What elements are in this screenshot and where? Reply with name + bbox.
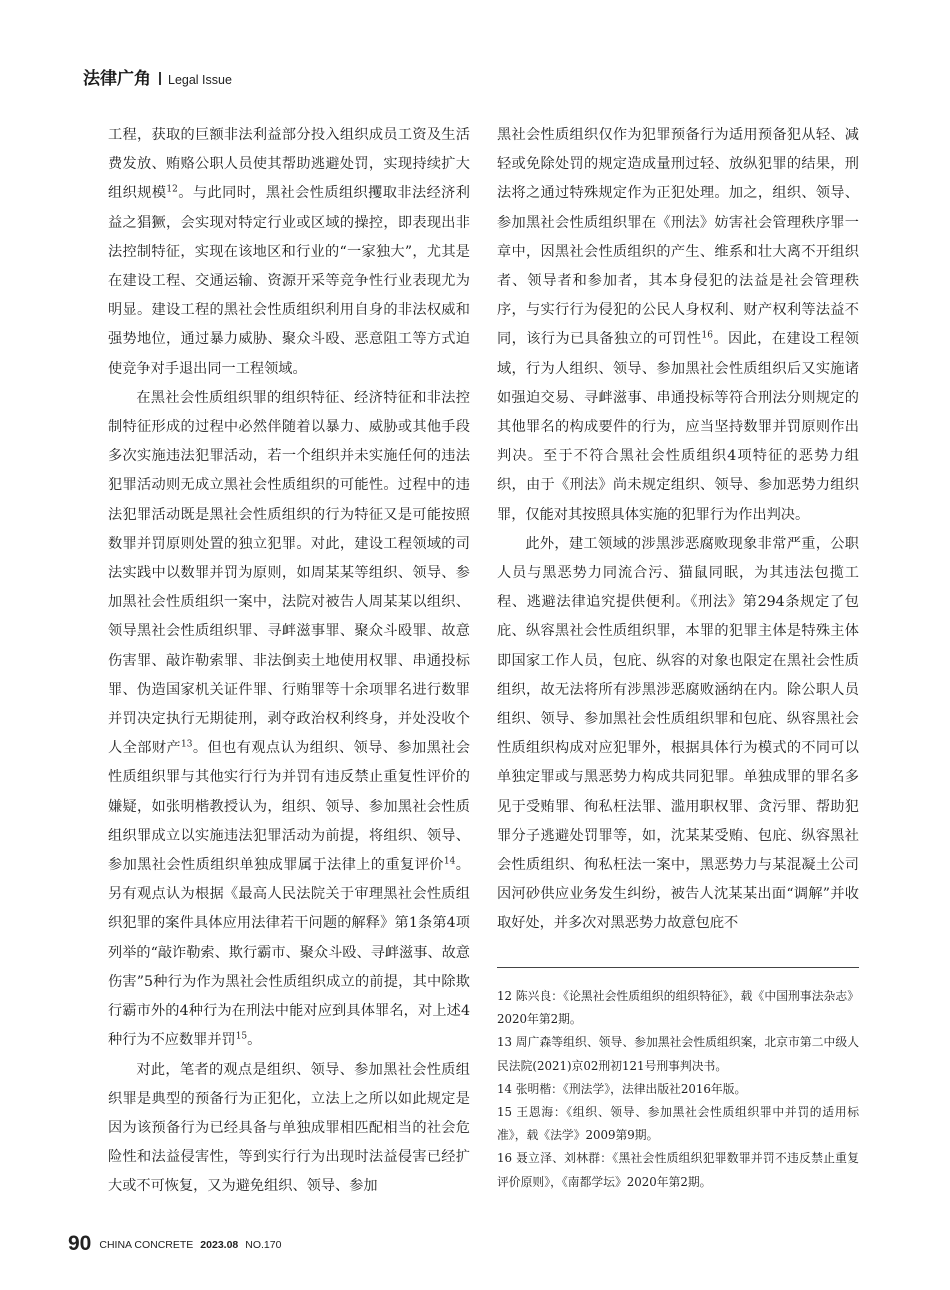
footnote-item: 16 聂立泽、刘林群：《黑社会性质组织犯罪数罪并罚不违反禁止重复评价原则》，《南都学坛》2020年第2期。	[497, 1151, 859, 1189]
paragraph	[108, 384, 470, 1056]
footnote-reference: 14	[443, 856, 456, 867]
issue-number: NO.170	[245, 1239, 282, 1251]
footnote-item: 13 周广森等组织、领导、参加黑社会性质组织案，北京市第二中级人民法院(2021)京02刑初121号刑事判决书。	[497, 1035, 859, 1073]
section-title-en: Legal Issue	[168, 73, 232, 87]
paragraph-text: 。但也有观点认为组织、领导、参加黑社会性质组织罪与其他实行行为并罚有违反禁止重复性评价的嫌疑，如张明楷教授认为，组织、领导、参加黑社会性质组织罪成立以实施违法犯罪活动为前提，将组织、领导、参加黑社会性质组织单独成罪属于法律上的重复评价	[108, 740, 470, 874]
page-number: 90	[68, 1232, 92, 1255]
paragraph	[497, 530, 859, 939]
paragraph-text: 此外，建工领域的涉黑涉恶腐败现象非常严重，公职人员与黑恶势力同流合污、猫鼠同眠，为其违法包揽工程、逃避法律追究提供便利。《刑法》第294条规定了包庇、纵容黑社会性质组织罪，本罪的犯罪主体是特殊主体即国家工作人员，包庇、纵容的对象也限定在黑社会性质组织，故无法将所有涉黑涉恶腐败涵纳在内。除公职人员组织、领导、参加黑社会性质组织罪和包庇、纵容黑社会性质组织构成对应犯罪外，根据具体行为模式的不同可以单独定罪或与黑恶势力构成共同犯罪。单独成罪的罪名多见于受贿罪、徇私枉法罪、滥用职权罪、贪污罪、帮助犯罪分子逃避处罚罪等，如，沈某某受贿、包庇、纵容黑社会性质组织、徇私枉法一案中，黑恶势力与某混凝土公司因河砂供应业务发生纠纷，被告人沈某某出面“调解”并收取好处，并多次对黑恶势力故意包庇不	[497, 535, 859, 932]
paragraph-text: 对此，笔者的观点是组织、领导、参加黑社会性质组织罪是典型的预备行为正犯化，立法上之所以如此规定是因为该预备行为已经具备与单独成罪相匹配相当的社会危险性和法益侵害性，等到实行行为出现时法益侵害已经扩大或不可恢复，又为避免组织、领导、参加	[108, 1061, 470, 1195]
footnote-reference: 12	[166, 184, 178, 195]
footnote-item: 12 陈兴良：《论黑社会性质组织的组织特征》，载《中国刑事法杂志》2020年第2期。	[497, 989, 859, 1027]
running-header	[83, 64, 232, 89]
footnote-reference: 13	[181, 739, 193, 750]
footnote-item: 15 王恩海：《组织、领导、参加黑社会性质组织罪中并罚的适用标准》，载《法学》2009第9期。	[497, 1105, 859, 1143]
paragraph-text: 工程，获取的巨额非法利益部分投入组织成员工资及生活费发放、贿赂公职人员使其帮助逃避处罚，实现持续扩大组织规模	[108, 127, 470, 202]
paragraph-text: 。因此，在建设工程领域，行为人组织、领导、参加黑社会性质组织后又实施诸如强迫交易、寻衅滋事、串通投标等符合刑法分则规定的其他罪名的构成要件的行为，应当坚持数罪并罚原则作出判决。至于不符合黑社会性质组织4项特征的恶势力组织，由于《刑法》尚未规定组织、领导、参加恶势力组织罪，仅能对其按照具体实施的犯罪行为作出判决。	[497, 331, 859, 523]
paragraph-text: 黑社会性质组织仅作为犯罪预备行为适用预备犯从轻、减轻或免除处罚的规定造成量刑过轻、放纵犯罪的结果，刑法将之通过特殊规定作为正犯处理。加之，组织、领导、参加黑社会性质组织罪在《刑法》妨害社会管理秩序罪一章中，因黑社会性质组织的产生、维系和壮大离不开组织者、领导者和参加者，其本身侵犯的法益是社会管理秩序，与实行行为侵犯的公民人身权利、财产权利等法益不同，该行为已具备独立的可罚性	[497, 127, 859, 348]
left-text-column	[108, 121, 470, 1202]
paragraph	[108, 121, 470, 384]
footnote-item: 14 张明楷：《刑法学》，法律出版社2016年版。	[497, 1081, 747, 1096]
paragraph	[497, 121, 859, 530]
footnotes	[497, 985, 859, 1194]
paragraph	[108, 1056, 470, 1202]
footnote-reference: 16	[701, 330, 713, 341]
footnote-divider	[497, 967, 859, 968]
issue-date: 2023.08	[200, 1239, 239, 1251]
paragraph-text: 在黑社会性质组织罪的组织特征、经济特征和非法控制特征形成的过程中必然伴随着以暴力、威胁或其他手段多次实施违法犯罪活动，若一个组织并未实施任何的违法犯罪活动则无成立黑社会性质组织的可能性。过程中的违法犯罪活动既是黑社会性质组织的行为特征又是可能按照数罪并罚原则处置的独立犯罪。对此，建设工程领域的司法实践中以数罪并罚为原则，如周某某等组织、领导、参加黑社会性质组织一案中，法院对被告人周某某以组织、领导黑社会性质组织罪、寻衅滋事罪、聚众斗殴罪、故意伤害罪、敲诈勒索罪、非法倒卖土地使用权罪、串通投标罪、伪造国家机关证件罪、行贿罪等十余项罪名进行数罪并罚决定执行无期徒刑，剥夺政治权利终身，并处没收个人全部财产	[108, 389, 470, 757]
right-text-column	[497, 121, 859, 939]
paragraph-text: 。另有观点认为根据《最高人民法院关于审理黑社会性质组织犯罪的案件具体应用法律若干问题的解释》第1条第4项列举的“敲诈勒索、欺行霸市、聚众斗殴、寻衅滋事、故意伤害”5种行为作为黑社会性质组织成立的前提，其中除欺行霸市外的4种行为在刑法中能对应到具体罪名，对上述4种行为不应数罪并罚	[108, 857, 470, 1049]
paragraph-text: 。	[247, 1032, 262, 1049]
magazine-name: CHINA CONCRETE	[99, 1239, 194, 1251]
paragraph-text: 。与此同时，黑社会性质组织攫取非法经济利益之猖獗，会实现对特定行业或区域的操控，即表现出非法控制特征，实现在该地区和行业的“一家独大”，尤其是在建设工程、交通运输、资源开采等竞争性行业表现尤为明显。建设工程的黑社会性质组织利用自身的非法权威和强势地位，通过暴力威胁、聚众斗殴、恶意阻工等方式迫使竞争对手退出同一工程领域。	[108, 185, 470, 377]
page-footer	[68, 1232, 281, 1256]
footnote-reference: 15	[235, 1031, 248, 1042]
header-divider	[159, 72, 161, 85]
section-title-cn: 法律广角	[83, 69, 151, 89]
